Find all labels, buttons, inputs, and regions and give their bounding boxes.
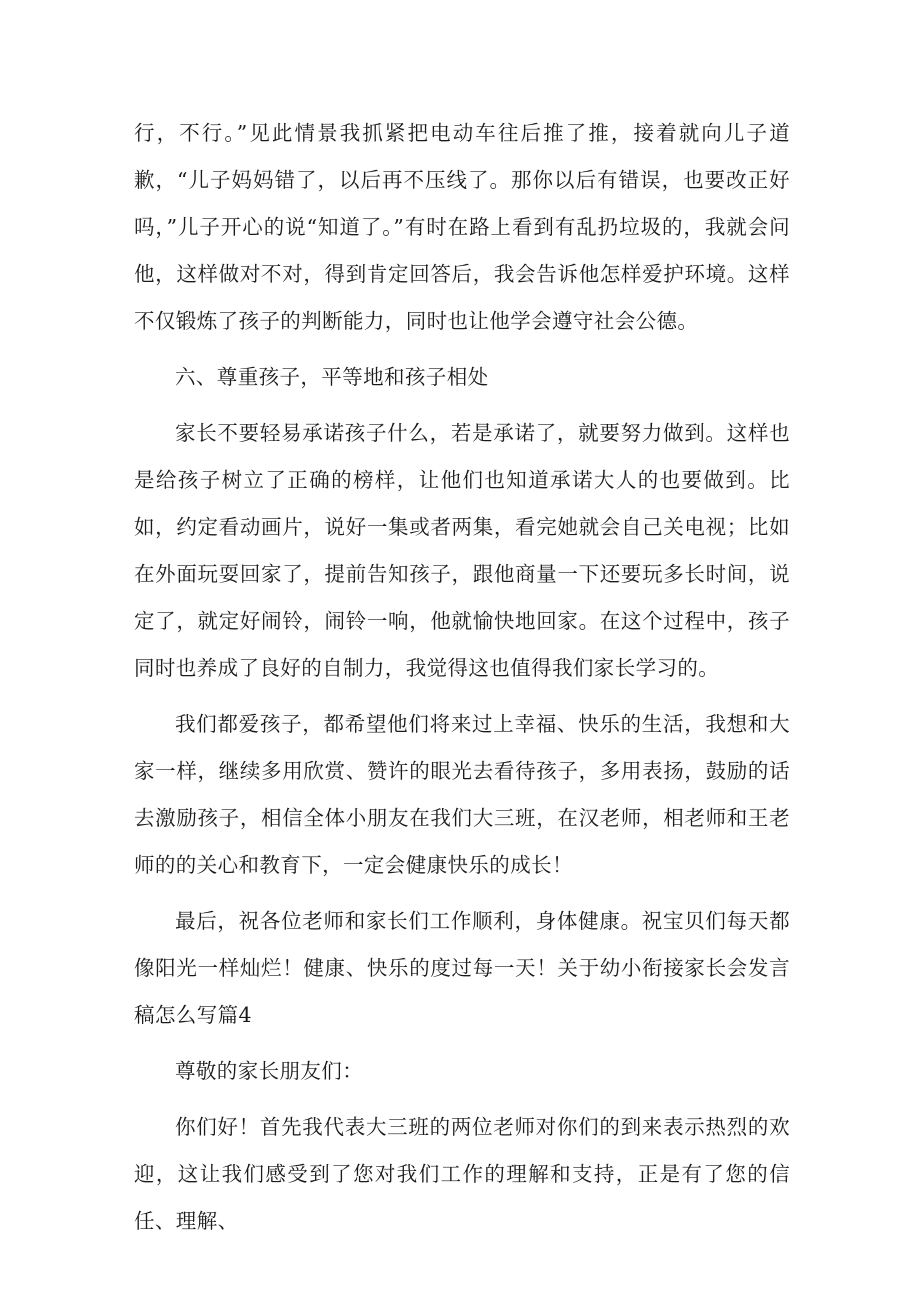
- section-heading: 六、尊重孩子，平等地和孩子相处: [175, 365, 489, 389]
- paragraph-continued: 行，不行。”见此情景我抓紧把电动车往后推了推，接着就向儿子道歉，“儿子妈妈错了，以后再不压线了。那你以后有错误，也要改正好吗，”儿子开心的说“知道了。”有时在路上看到有乱扔垃圾的，我就会问他，这样做对不对，得到肯定回答后，我会告诉他怎样爱护环境。这样不仅锻炼了孩子的判断能力，同时也让他学会遵守社会公德。: [134, 121, 790, 333]
- paragraph-promises: 家长不要轻易承诺孩子什么，若是承诺了，就要努力做到。这样也是给孩子树立了正确的榜样，让他们也知道承诺大人的也要做到。比如，约定看动画片，说好一集或者两集，看完她就会自己关电视；比如在外面玩耍回家了，提前告知孩子，跟他商量一下还要玩多长时间，说定了，就定好闹铃，闹铃一响，他就愉快地回家。在这个过程中，孩子同时也养成了良好的自制力，我觉得这也值得我们家长学习的。: [134, 421, 790, 680]
- salutation: 尊敬的家长朋友们：: [175, 1059, 364, 1083]
- paragraph-closing-wishes: 最后，祝各位老师和家长们工作顺利，身体健康。祝宝贝们每天都像阳光一样灿烂！健康、快乐的度过每一天！关于幼小衔接家长会发言稿怎么写篇4: [134, 909, 790, 1027]
- document-body: [134, 110, 790, 1245]
- paragraph-love-children: 我们都爱孩子，都希望他们将来过上幸福、快乐的生活，我想和大家一样，继续多用欣赏、赞许的眼光去看待孩子，多用表扬，鼓励的话去激励孩子，相信全体小朋友在我们大三班，在汉老师，相老师和王老师的的关心和教育下，一定会健康快乐的成长！: [134, 712, 790, 877]
- paragraph-greeting: 你们好！首先我代表大三班的两位老师对你们的到来表示热烈的欢迎，这让我们感受到了您对我们工作的理解和支持，正是有了您的信任、理解、: [134, 1115, 790, 1233]
